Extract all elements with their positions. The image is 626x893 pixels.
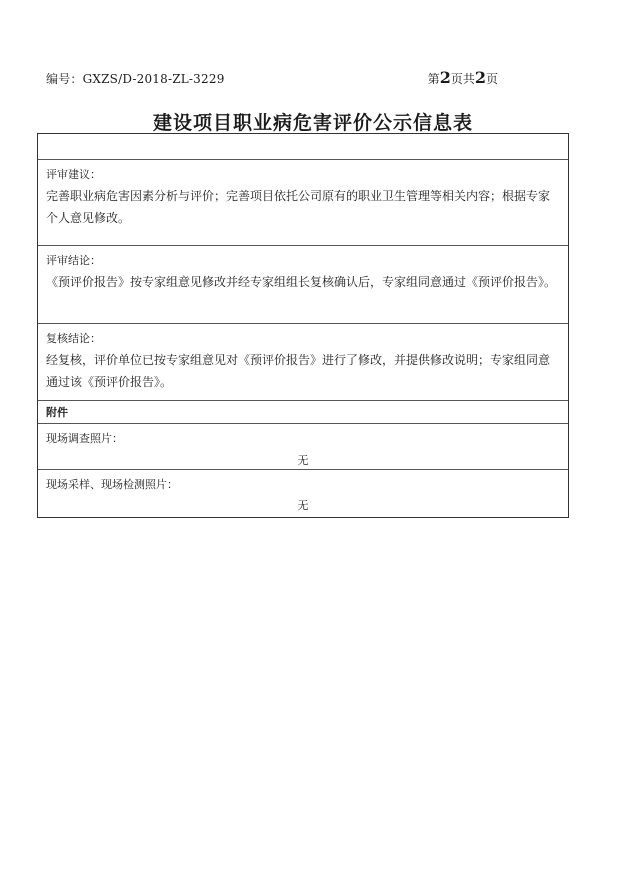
sampling-photos-value: 无 bbox=[297, 499, 309, 512]
page-suffix: 页 bbox=[485, 72, 498, 86]
recheck-conclusion-section bbox=[38, 324, 568, 401]
sampling-photos-label: 现场采样、现场检测照片： bbox=[46, 478, 178, 491]
page-total: 2 bbox=[474, 68, 486, 87]
info-table bbox=[37, 133, 569, 518]
review-suggestion-section bbox=[38, 160, 568, 246]
site-photos-label: 现场调查照片： bbox=[46, 432, 123, 445]
review-conclusion-label: 评审结论： bbox=[46, 254, 101, 267]
page-middle: 页共 bbox=[450, 72, 475, 86]
attachment-section bbox=[38, 401, 568, 424]
attachment-label: 附件 bbox=[46, 406, 68, 419]
review-conclusion-text: 《预评价报告》按专家组意见修改并经专家组组长复核确认后，专家组同意通过《预评价报告》。 bbox=[46, 275, 557, 289]
page-current: 2 bbox=[439, 68, 451, 87]
table-row-empty bbox=[38, 134, 568, 160]
page-prefix: 第 bbox=[427, 72, 440, 86]
site-photos-section bbox=[38, 424, 568, 470]
review-suggestion-text: 完善职业病危害因素分析与评价；完善项目依托公司原有的职业卫生管理等相关内容；根据专家个人意见修改。 bbox=[46, 189, 551, 225]
review-conclusion-section bbox=[38, 246, 568, 324]
recheck-conclusion-label: 复核结论： bbox=[46, 332, 101, 345]
document-header bbox=[46, 68, 498, 88]
sampling-photos-section bbox=[38, 470, 568, 517]
site-photos-value: 无 bbox=[297, 454, 309, 467]
document-title: 建设项目职业病危害评价公示信息表 bbox=[152, 112, 473, 134]
document-number: 编号：GXZS/D-2018-ZL-3229 bbox=[46, 72, 225, 86]
page-indicator bbox=[428, 68, 498, 87]
recheck-conclusion-text: 经复核，评价单位已按专家组意见对《预评价报告》进行了修改，并提供修改说明；专家组同意通过该《预评价报告》。 bbox=[46, 353, 551, 389]
review-suggestion-label: 评审建议： bbox=[46, 168, 101, 181]
